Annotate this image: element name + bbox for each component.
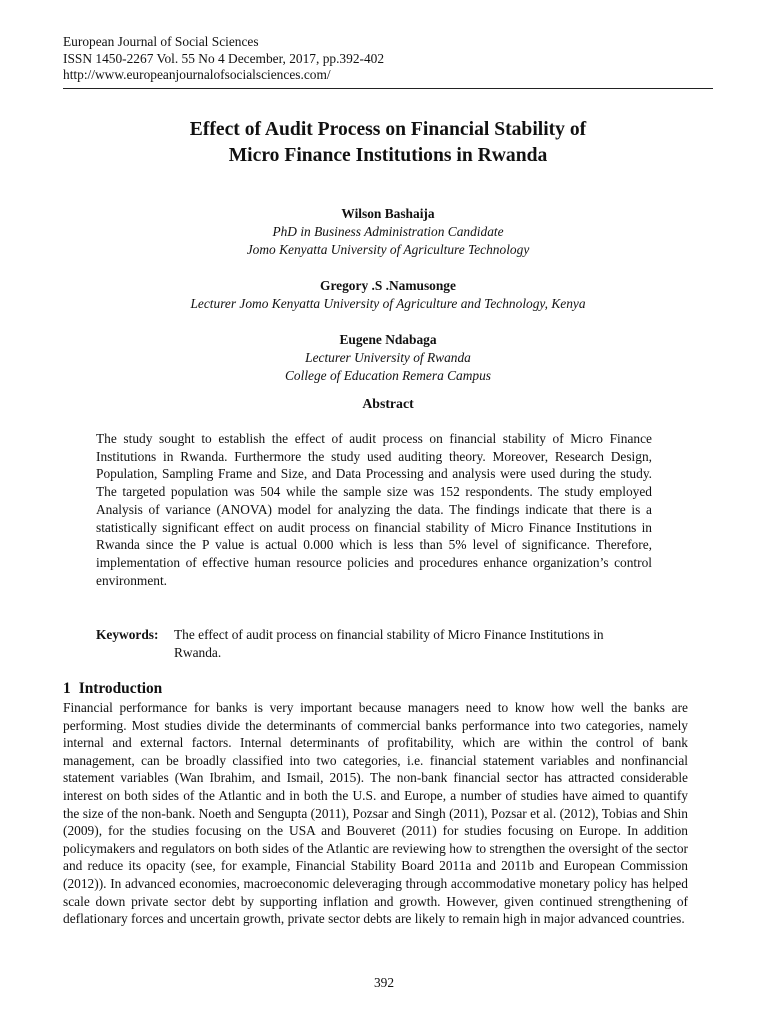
author-name: Eugene Ndabaga	[339, 332, 437, 347]
abstract-text: The study sought to establish the effect of audit process on financial stability of Micro Finance Institutions in Rwanda. Furthermore the study used auditing theory. Moreover, Research Design, Population, Sampling Frame and Size, and Data Processing and analysis were used during the study. The targeted population was 504 while the sample size was 152 respondents. The study employed Analysis of variance (ANOVA) model for analyzing the data. The findings indicate that there is a statistically significant effect on audit process on financial stability of Micro Finance Institutions in Rwanda since the P value is actual 0.000 which is less than 5% level of significance. Therefore, implementation of effective human resource policies and procedures enhance organization’s control environment.	[96, 431, 652, 588]
author-affiliation: Jomo Kenyatta University of Agriculture Technology	[246, 242, 530, 257]
journal-url: http://www.europeanjournalofsocialsciences.com/	[63, 67, 331, 82]
title-line-1: Effect of Audit Process on Financial Stability of	[189, 119, 587, 140]
paper-title	[63, 117, 713, 169]
author-name: Wilson Bashaija	[341, 206, 435, 221]
header-divider	[63, 88, 713, 89]
abstract-heading: Abstract	[362, 396, 414, 411]
author-2	[63, 277, 713, 313]
author-name: Gregory .S .Namusonge	[320, 278, 456, 293]
author-1	[63, 205, 713, 259]
keywords-text: The effect of audit process on financial stability of Micro Finance Institutions in Rwanda.	[174, 627, 604, 660]
page-number: 392	[373, 975, 395, 990]
author-affiliation: College of Education Remera Campus	[284, 368, 492, 383]
author-affiliation: Lecturer Jomo Kenyatta University of Agriculture and Technology, Kenya	[190, 296, 586, 311]
author-3	[63, 331, 713, 385]
issn-line: ISSN 1450-2267 Vol. 55 No 4 December, 2017, pp.392-402	[63, 50, 385, 66]
title-line-2: Micro Finance Institutions in Rwanda	[228, 145, 548, 166]
keywords	[96, 626, 652, 661]
journal-header	[63, 34, 713, 84]
introduction-text: Financial performance for banks is very important because managers need to know how well the banks are performing. Most studies divide the determinants of commercial banks performance into two categories, namely internal and external factors. Internal determinants of profitability, which are within the control of bank management, can be broadly classified into two categories, i.e. financial statement variables and nonfinancial statement variables (Wan Ibrahim, and Ismail, 2015). The non-bank financial sector has attracted considerable interest on both sides of the Atlantic and in both the U.S. and Europe, a number of studies have aimed to quantify the size of the non-bank. Noeth and Sengupta (2011), Pozsar and Singh (2011), Pozsar et al. (2012), Tobias and Shin (2009), for the studies focusing on the USA and Bouveret (2011) for studies focusing on Europe. In addition policymakers and regulators on both sides of the Atlantic are reviewing how to strengthen the oversight of the sector and reduce its opacity (see, for example, Financial Stability Board 2011a and 2011b and European Commission (2012)). In advanced economies, macroeconomic deleveraging through accommodative monetary policy has helped scale down private sector debt by supporting inflation and growth. However, given continued strengthening of deflationary forces and uncertain growth, private sector debts are likely to remain high in major advanced countries.	[63, 700, 688, 927]
section-title: Introduction	[78, 680, 163, 697]
section-number: 1	[63, 680, 71, 697]
section-heading-introduction	[63, 680, 162, 698]
keywords-label: Keywords:	[96, 627, 159, 642]
journal-name: European Journal of Social Sciences	[63, 34, 259, 49]
author-affiliation: Lecturer University of Rwanda	[305, 350, 471, 365]
author-affiliation: PhD in Business Administration Candidate	[272, 224, 504, 239]
